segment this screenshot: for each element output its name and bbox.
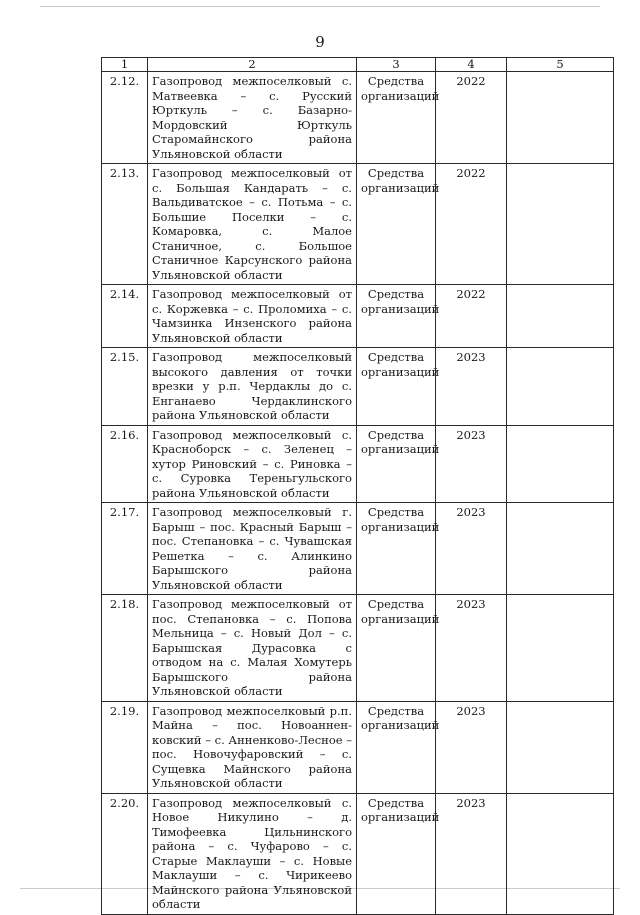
row-number: 2.16. bbox=[102, 425, 148, 503]
row-funding-source: Средства организаций bbox=[357, 164, 436, 285]
row-description: Газопровод межпоселковый от пос. Степановка – с. Попова Мельница – с. Новый Дол – с. Барышская Дурасовка с отводом на с. Малая Хомутерь Барышского района Ульяновской области bbox=[148, 595, 357, 702]
table-body bbox=[102, 72, 614, 915]
row-description: Газопровод межпоселковый с. Красноборск – с. Зеленец – хутор Риновский – с. Риновка – с. Суровка Тереньгульского района Ульяновской области bbox=[148, 425, 357, 503]
row-funding-source: Средства организаций bbox=[357, 348, 436, 426]
row-year: 2023 bbox=[436, 348, 507, 426]
row-funding-source: Средства организаций bbox=[357, 425, 436, 503]
table-row bbox=[102, 503, 614, 595]
row-funding-source: Средства организаций bbox=[357, 285, 436, 348]
header-col-3: 3 bbox=[357, 58, 436, 72]
row-funding-source: Средства организаций bbox=[357, 595, 436, 702]
table-row bbox=[102, 425, 614, 503]
row-year: 2022 bbox=[436, 164, 507, 285]
row-note bbox=[507, 793, 614, 914]
page-number: 9 bbox=[315, 33, 325, 51]
row-year: 2023 bbox=[436, 503, 507, 595]
row-note bbox=[507, 164, 614, 285]
row-description: Газопровод межпоселковый р.п. Майна – пос. Новоаннен-ковский – с. Анненково-Лесное – пос. Новочуфаровский – с. Сущевка Майнского района Ульяновской области bbox=[148, 701, 357, 793]
row-year: 2023 bbox=[436, 595, 507, 702]
table-row bbox=[102, 701, 614, 793]
row-year: 2022 bbox=[436, 72, 507, 164]
row-number: 2.20. bbox=[102, 793, 148, 914]
table-row bbox=[102, 72, 614, 164]
table-row bbox=[102, 348, 614, 426]
header-row bbox=[102, 58, 614, 72]
row-number: 2.15. bbox=[102, 348, 148, 426]
table-row bbox=[102, 285, 614, 348]
document-table bbox=[101, 57, 614, 915]
header-col-1: 1 bbox=[102, 58, 148, 72]
row-funding-source: Средства организаций bbox=[357, 72, 436, 164]
header-col-4: 4 bbox=[436, 58, 507, 72]
row-year: 2022 bbox=[436, 285, 507, 348]
row-note bbox=[507, 503, 614, 595]
row-note bbox=[507, 348, 614, 426]
header-col-2: 2 bbox=[148, 58, 357, 72]
row-number: 2.19. bbox=[102, 701, 148, 793]
table-row bbox=[102, 164, 614, 285]
row-note bbox=[507, 425, 614, 503]
table-row bbox=[102, 793, 614, 914]
row-funding-source: Средства организаций bbox=[357, 503, 436, 595]
scan-edge-top bbox=[40, 6, 600, 7]
row-note bbox=[507, 285, 614, 348]
row-description: Газопровод межпоселковый с. Новое Никулино – д. Тимофеевка Цильнинского района – с. Чуфарово – с. Старые Маклауши – с. Новые Маклауши – с. Чирикеево Майнского района Ульяновской области bbox=[148, 793, 357, 914]
table-row bbox=[102, 595, 614, 702]
row-number: 2.18. bbox=[102, 595, 148, 702]
row-description: Газопровод межпоселковый от с. Большая Кандарать – с. Вальдиватское – с. Потьма – с. Большие Поселки – с. Комаровка, с. Малое Станичное, с. Большое Станичное Карсунского района Ульяновской области bbox=[148, 164, 357, 285]
row-year: 2023 bbox=[436, 701, 507, 793]
row-description: Газопровод межпоселковый высокого давления от точки врезки у р.п. Чердаклы до с. Енганаево Чердаклинского района Ульяновской области bbox=[148, 348, 357, 426]
row-funding-source: Средства организаций bbox=[357, 793, 436, 914]
row-funding-source: Средства организаций bbox=[357, 701, 436, 793]
row-number: 2.12. bbox=[102, 72, 148, 164]
row-number: 2.17. bbox=[102, 503, 148, 595]
row-description: Газопровод межпоселковый от с. Коржевка – с. Проломиха – с. Чамзинка Инзенского района Ульяновской области bbox=[148, 285, 357, 348]
row-number: 2.13. bbox=[102, 164, 148, 285]
row-description: Газопровод межпоселковый с. Матвеевка – с. Русский Юрткуль – с. Базарно-Мордовский Юрткуль Старомайнского района Ульяновской области bbox=[148, 72, 357, 164]
header-col-5: 5 bbox=[507, 58, 614, 72]
row-year: 2023 bbox=[436, 425, 507, 503]
row-year: 2023 bbox=[436, 793, 507, 914]
row-note bbox=[507, 595, 614, 702]
row-number: 2.14. bbox=[102, 285, 148, 348]
row-description: Газопровод межпоселковый г. Барыш – пос. Красный Барыш – пос. Степановка – с. Чувашская Решетка – с. Алинкино Барышского района Ульяновской области bbox=[148, 503, 357, 595]
row-note bbox=[507, 72, 614, 164]
row-note bbox=[507, 701, 614, 793]
